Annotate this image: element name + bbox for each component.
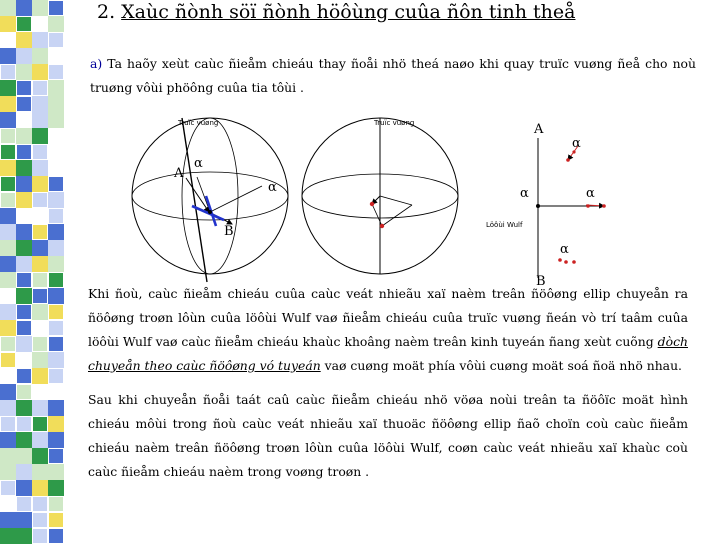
- paragraph-3: [88, 388, 688, 484]
- point-a-label-1: A: [174, 166, 184, 181]
- point-a-label-2: A: [534, 122, 544, 137]
- paragraph-2-text-2: vaø cuøng moät phía vôùi cuøng moät soá ñoä nhö nhau.: [324, 358, 682, 373]
- section-number: 2.: [97, 1, 116, 23]
- paragraph-a-label: a): [90, 56, 103, 71]
- alpha-label-3: α: [572, 136, 581, 151]
- alpha-label-5: α: [586, 186, 595, 201]
- paragraph-3-text: Sau khi chuyeån ñoåi taát caû caùc ñieåm chieáu nhö vöøa noùi treân ta ñöôïc moät hình chieáu môùi trong ñoù caùc veát nhieãu xaï thuoäc ñöôøng ellip ñaõ choïn coù caùc ñieåm chieáu naèm treân ñöôøng troøn lôùn cuûa löôùi Wulf, coøn caùc veát nhieãu xaï khaùc coù caùc ñieåm chieáu naèm trong voøng troøn .: [88, 392, 688, 479]
- alpha-label-2: α: [268, 180, 277, 195]
- paragraph-2-emphasis: dòch chuyeån theo caùc ñöôøng vó tuyeán: [88, 334, 688, 373]
- point-b-label-1: B: [224, 224, 234, 239]
- paragraph-2-text-1: Khi ñoù, caùc ñieåm chieáu cuûa caùc veát nhieãu xaï naèm treân ñöôøng ellip chuyeån ra ñöôøng troøn lôùn cuûa löôùi Wulf vaø ñieåm chieáu cuûa truïc vuøng ñeán vò trí taâm cuûa löôùi Wulf vaø caùc ñieåm chieáu khaùc khoâng naèm treân kinh tuyeán ñang xeùt cuõng: [88, 286, 688, 349]
- point-b-label-2: B: [536, 274, 546, 289]
- zone-axis-label-1: Truïc vuøng: [178, 119, 219, 127]
- sphere-2: [302, 118, 458, 274]
- alpha-label-6: α: [560, 242, 569, 257]
- wulf-net-label: Löôùi Wulf: [486, 221, 523, 229]
- paragraph-a-text: Ta haõy xeùt caùc ñieåm chieáu thay ñoåi nhö theá naøo khi quay truïc vuøng ñeå cho noù truøng vôùi phöông cuûa tia tôùi .: [90, 56, 696, 95]
- zone-axis-label-2: Truïc vuøng: [374, 119, 415, 127]
- alpha-label-1: α: [194, 156, 203, 171]
- section-title: Xaùc ñònh söï ñònh höôùng cuûa ñôn tinh theå: [121, 1, 576, 23]
- alpha-label-4: α: [520, 186, 529, 201]
- sphere-1: [132, 118, 288, 282]
- wulf-projection: [536, 138, 606, 278]
- paragraph-2: [88, 282, 688, 378]
